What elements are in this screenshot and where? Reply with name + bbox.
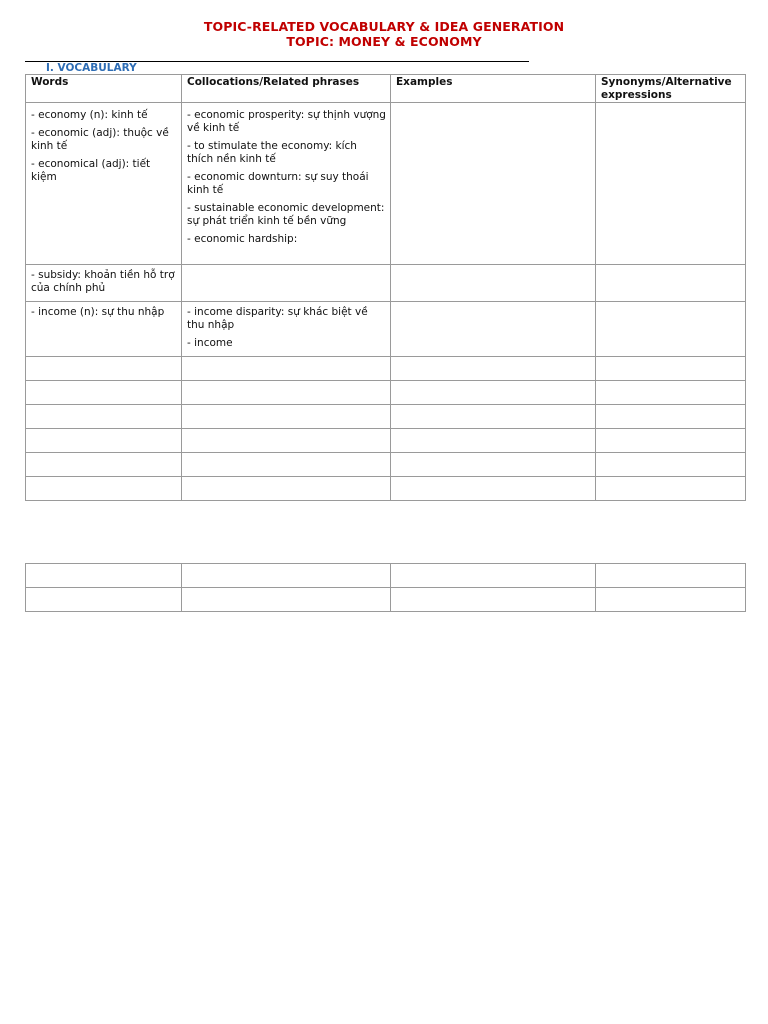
- synonyms-cell[interactable]: [596, 357, 746, 381]
- collocations-cell[interactable]: [182, 405, 391, 429]
- synonyms-cell[interactable]: [596, 405, 746, 429]
- continuation-table: [25, 563, 746, 612]
- table-row: [26, 103, 746, 265]
- collocation-entry: - to stimulate the economy: kích thích nền kinh tế: [187, 140, 357, 165]
- collocations-cell[interactable]: [182, 265, 391, 302]
- table-row-empty: [26, 429, 746, 453]
- words-cell[interactable]: [26, 453, 182, 477]
- examples-cell[interactable]: [391, 588, 596, 612]
- title-line-2: TOPIC: MONEY & ECONOMY: [286, 34, 482, 49]
- table-row-empty: [26, 564, 746, 588]
- examples-cell[interactable]: [391, 302, 596, 357]
- table-row: [26, 302, 746, 357]
- words-cell[interactable]: [26, 381, 182, 405]
- table-row-empty: [26, 357, 746, 381]
- collocations-cell[interactable]: [182, 357, 391, 381]
- table-row-empty: [26, 477, 746, 501]
- synonyms-cell[interactable]: [596, 302, 746, 357]
- column-header-examples: Examples: [391, 75, 596, 103]
- synonyms-cell[interactable]: [596, 429, 746, 453]
- words-cell[interactable]: [26, 429, 182, 453]
- words-cell[interactable]: [26, 103, 182, 265]
- collocation-entry: - economic prosperity: sự thịnh vượng về kinh tế: [187, 109, 386, 134]
- examples-cell[interactable]: [391, 103, 596, 265]
- collocations-cell[interactable]: [182, 381, 391, 405]
- examples-cell[interactable]: [391, 357, 596, 381]
- column-header-synonyms: Synonyms/Alternative expressions: [596, 75, 746, 103]
- synonyms-cell[interactable]: [596, 588, 746, 612]
- table-row-empty: [26, 405, 746, 429]
- word-entry: - subsidy: khoản tiền hỗ trợ của chính phủ: [31, 269, 175, 294]
- collocations-cell[interactable]: [182, 302, 391, 357]
- column-header-words: Words: [26, 75, 182, 103]
- words-cell[interactable]: [26, 588, 182, 612]
- collocations-cell[interactable]: [182, 564, 391, 588]
- collocations-cell[interactable]: [182, 103, 391, 265]
- vocabulary-table: [25, 74, 746, 501]
- collocations-cell[interactable]: [182, 477, 391, 501]
- words-cell[interactable]: [26, 357, 182, 381]
- collocation-entry: - income: [187, 337, 233, 349]
- collocation-entry: - sustainable economic development: sự phát triển kinh tế bền vững: [187, 202, 385, 227]
- words-cell[interactable]: [26, 477, 182, 501]
- word-entry: - economic (adj): thuộc về kinh tế: [31, 127, 169, 152]
- section-heading-vocabulary: I. VOCABULARY: [46, 62, 137, 74]
- examples-cell[interactable]: [391, 453, 596, 477]
- table-row-empty: [26, 588, 746, 612]
- table-row-empty: [26, 453, 746, 477]
- synonyms-cell[interactable]: [596, 477, 746, 501]
- table-row-empty: [26, 381, 746, 405]
- collocations-cell[interactable]: [182, 453, 391, 477]
- collocation-entry: - economic downturn: sự suy thoái kinh tế: [187, 171, 369, 196]
- word-entry: - economical (adj): tiết kiệm: [31, 158, 151, 183]
- title-line-1: TOPIC-RELATED VOCABULARY & IDEA GENERATION: [203, 19, 565, 34]
- table-header-row: [26, 75, 746, 103]
- collocation-entry: - income disparity: sự khác biệt về thu nhập: [187, 306, 368, 331]
- examples-cell[interactable]: [391, 381, 596, 405]
- collocations-cell[interactable]: [182, 588, 391, 612]
- words-cell[interactable]: [26, 564, 182, 588]
- examples-cell[interactable]: [391, 429, 596, 453]
- collocation-entry: - economic hardship:: [187, 233, 298, 245]
- examples-cell[interactable]: [391, 265, 596, 302]
- synonyms-cell[interactable]: [596, 564, 746, 588]
- examples-cell[interactable]: [391, 564, 596, 588]
- synonyms-cell[interactable]: [596, 265, 746, 302]
- word-entry: - economy (n): kinh tế: [31, 109, 148, 121]
- words-cell[interactable]: [26, 265, 182, 302]
- synonyms-cell[interactable]: [596, 103, 746, 265]
- examples-cell[interactable]: [391, 405, 596, 429]
- column-header-collocations: Collocations/Related phrases: [182, 75, 391, 103]
- synonyms-cell[interactable]: [596, 453, 746, 477]
- table-row: [26, 265, 746, 302]
- words-cell[interactable]: [26, 302, 182, 357]
- synonyms-cell[interactable]: [596, 381, 746, 405]
- document-title: [0, 19, 768, 49]
- word-entry: - income (n): sự thu nhập: [31, 306, 165, 318]
- collocations-cell[interactable]: [182, 429, 391, 453]
- words-cell[interactable]: [26, 405, 182, 429]
- examples-cell[interactable]: [391, 477, 596, 501]
